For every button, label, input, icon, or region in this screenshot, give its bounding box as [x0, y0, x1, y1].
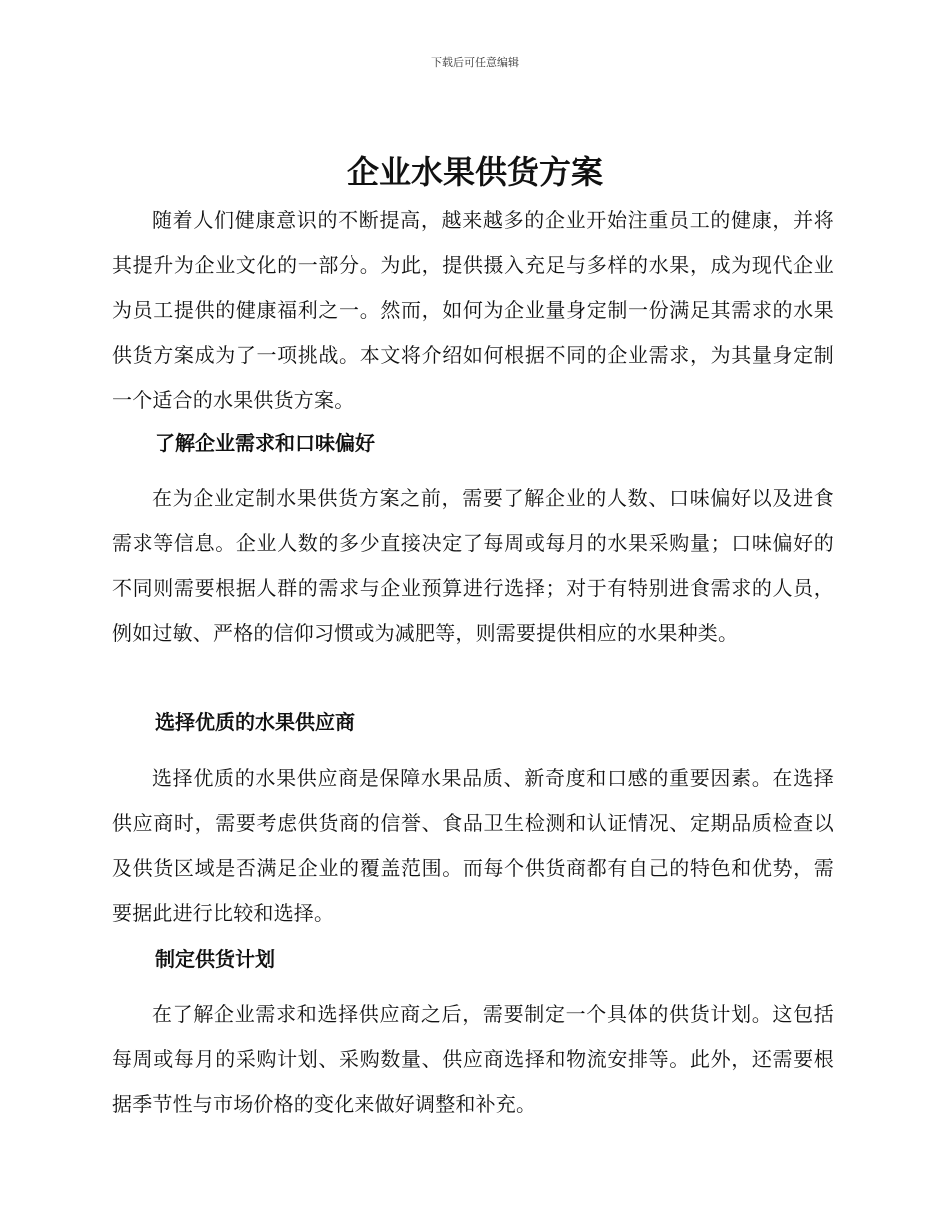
document-title: 企业水果供货方案: [346, 153, 603, 191]
intro-paragraph: 随着人们健康意识的不断提高，越来越多的企业开始注重员工的健康，并将其提升为企业文化的一部分。为此，提供摄入充足与多样的水果，成为现代企业为员工提供的健康福利之一。然而，如何为企业量身定制一份满足其需求的水果供货方案成为了一项挑战。本文将介绍如何根据不同的企业需求，为其量身定制一个适合的水果供货方案。: [112, 208, 834, 412]
section-paragraph-requirements: 在为企业定制水果供货方案之前，需要了解企业的人数、口味偏好以及进食需求等信息。企业人数的多少直接决定了每周或每月的水果采购量；口味偏好的不同则需要根据人群的需求与企业预算进行选择；对于有特别进食需求的人员，例如过敏、严格的信仰习惯或为减肥等，则需要提供相应的水果种类。: [112, 486, 834, 645]
section-paragraph-supplier: 选择优质的水果供应商是保障水果品质、新奇度和口感的重要因素。在选择供应商时，需要考虑供货商的信誉、食品卫生检测和认证情况、定期品质检查以及供货区域是否满足企业的覆盖范围。而每个供货商都有自己的特色和优势，需要据此进行比较和选择。: [112, 766, 834, 925]
header-note: 下载后可任意编辑: [431, 56, 519, 69]
section-heading-supplier: 选择优质的水果供应商: [155, 710, 355, 734]
section-paragraph-plan: 在了解企业需求和选择供应商之后，需要制定一个具体的供货计划。这包括每周或每月的采购计划、采购数量、供应商选择和物流安排等。此外，还需要根据季节性与市场价格的变化来做好调整和补充。: [112, 1002, 834, 1116]
section-heading-plan: 制定供货计划: [155, 947, 275, 971]
section-heading-requirements: 了解企业需求和口味偏好: [155, 431, 375, 455]
